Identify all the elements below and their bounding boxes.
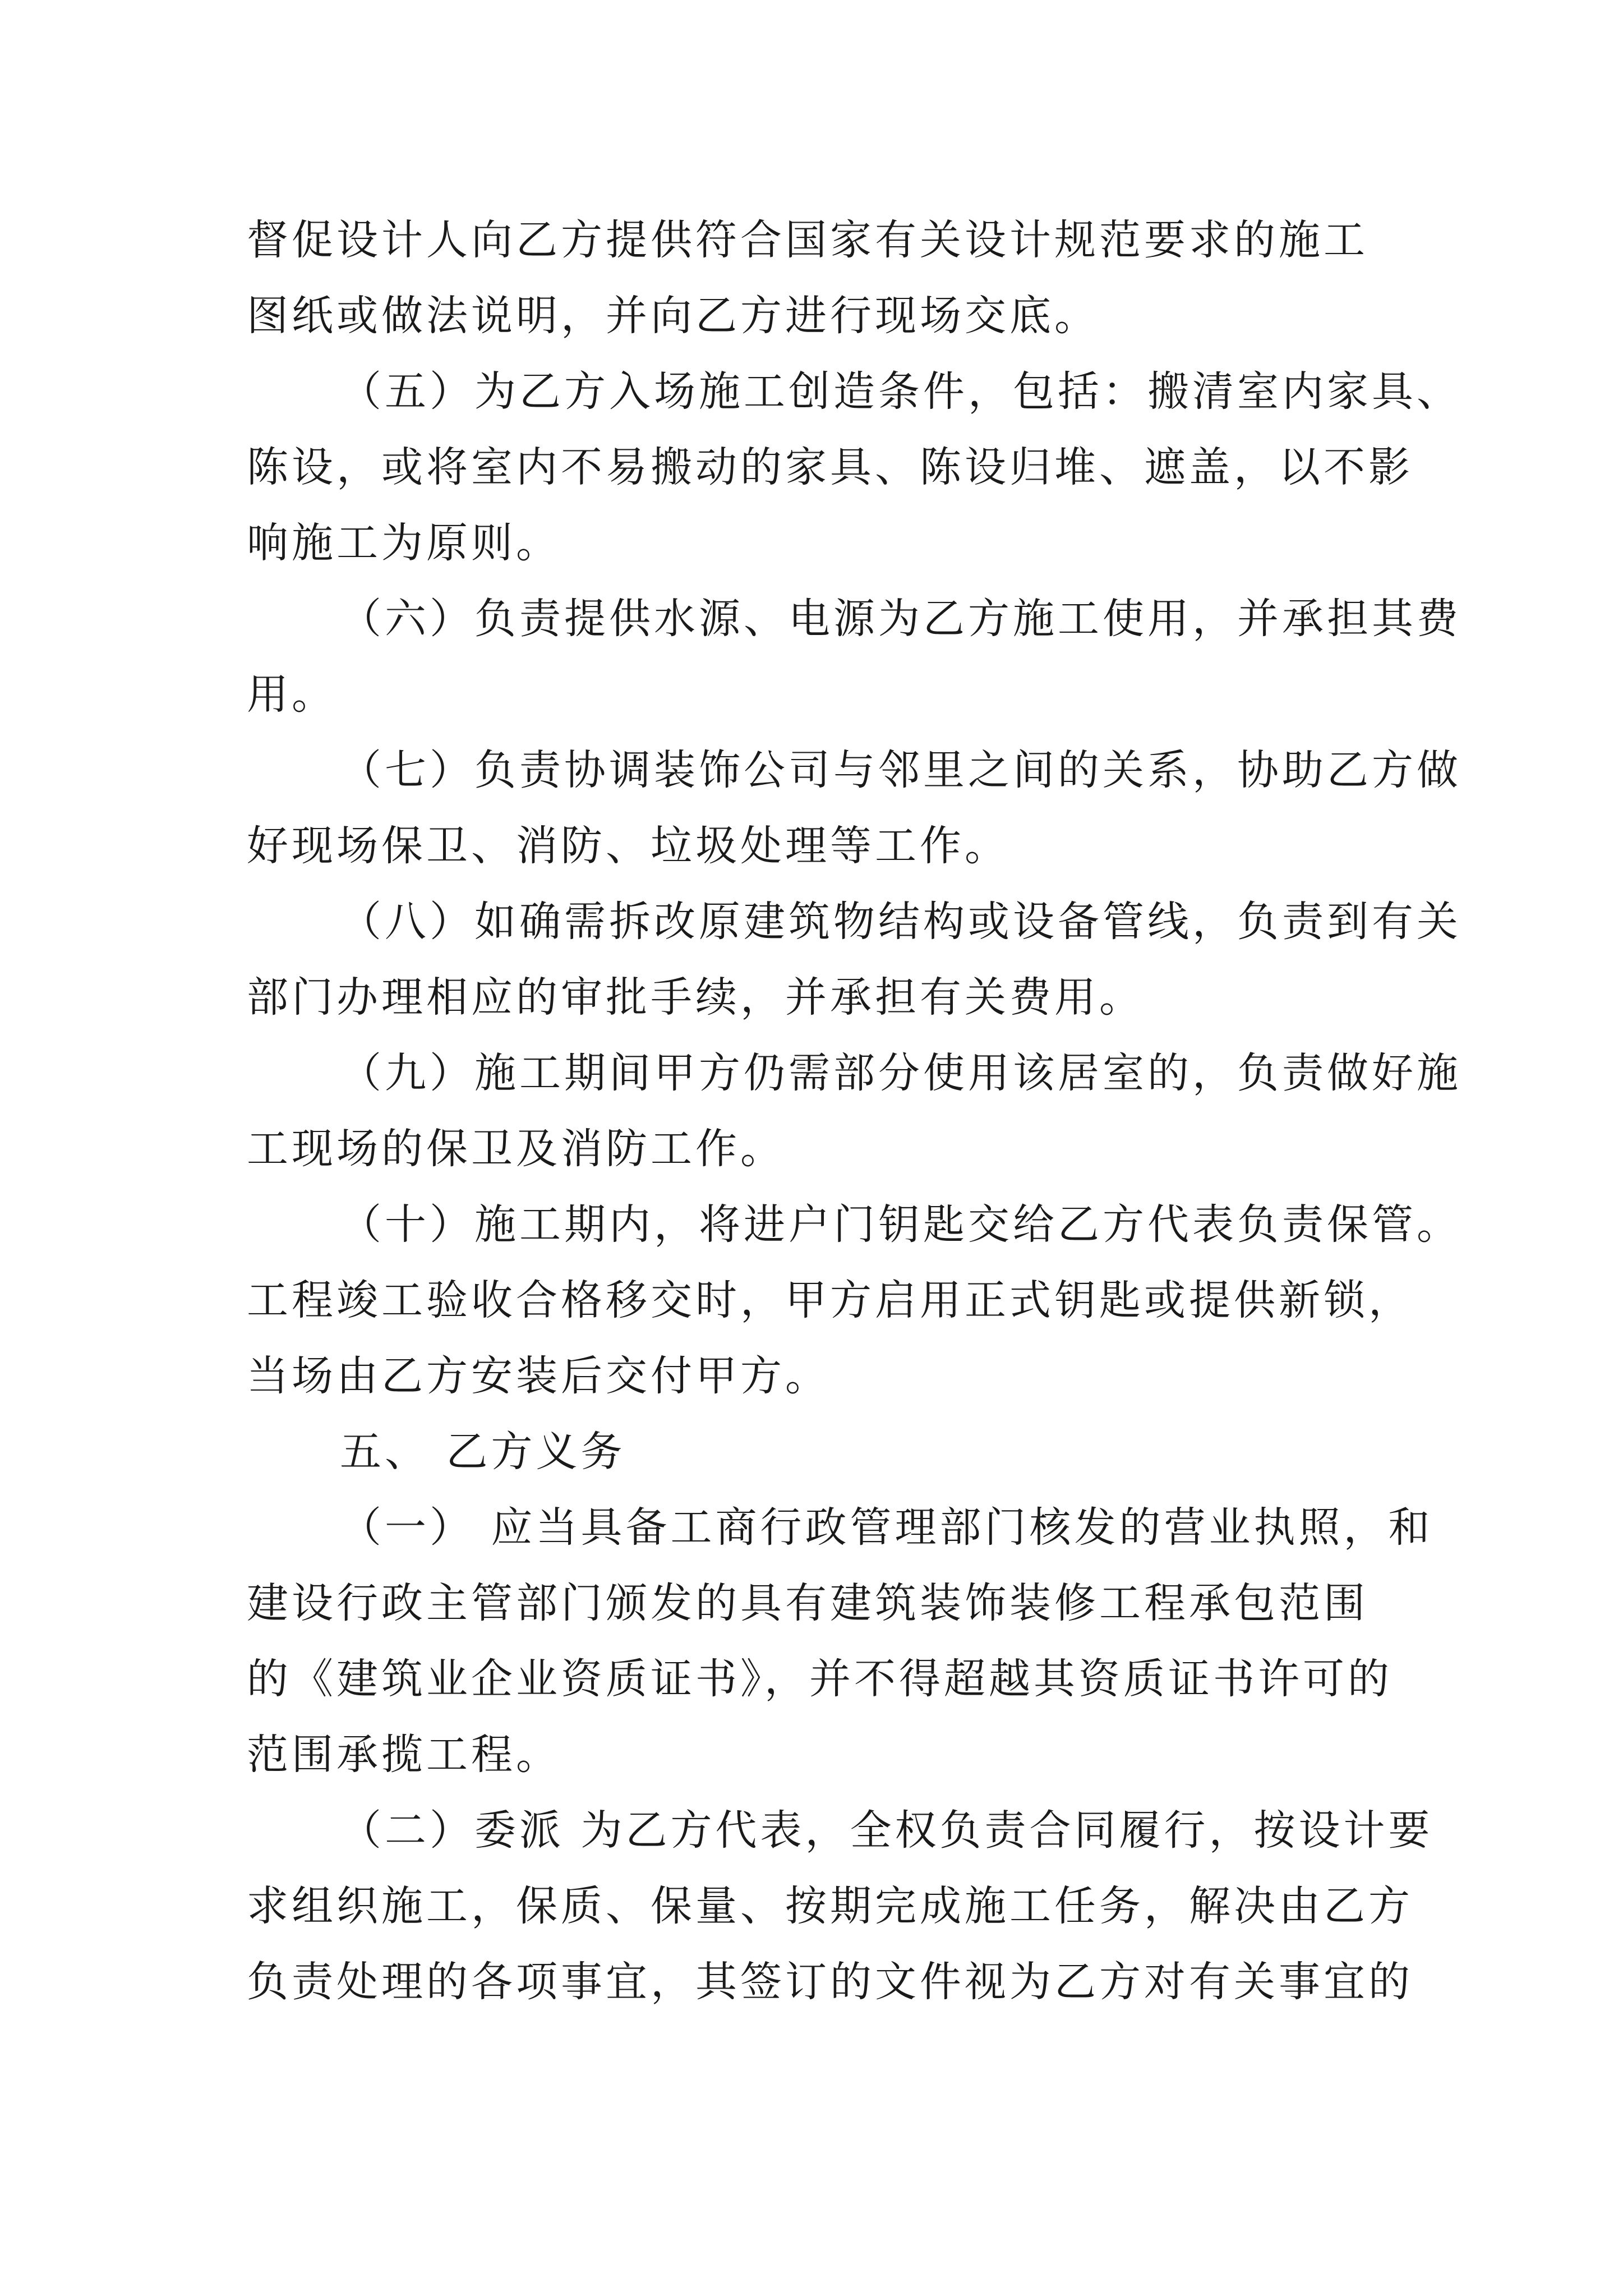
text-line: 响施工为原则。 bbox=[247, 519, 561, 567]
text-line: 陈设，或将室内不易搬动的家具、陈设归堆、遮盖，以不影 bbox=[247, 443, 1413, 491]
text-line: 负责处理的各项事宜，其签订的文件视为乙方对有关事宜的 bbox=[247, 1958, 1413, 2006]
text-line: 工现场的保卫及消防工作。 bbox=[247, 1125, 785, 1173]
clause-8-heading: （八）如确需拆改原建筑物结构或设备管线，负责到有关 bbox=[340, 898, 1461, 946]
text-line: 的《建筑业企业资质证书》，并不得超越其资质证书许可的 bbox=[247, 1655, 1393, 1703]
text-line: 图纸或做法说明，并向乙方进行现场交底。 bbox=[247, 292, 1099, 340]
clause-6-heading: （六）负责提供水源、电源为乙方施工使用，并承担其费 bbox=[340, 595, 1461, 643]
clause-7-heading: （七）负责协调装饰公司与邻里之间的关系，协助乙方做 bbox=[340, 746, 1461, 794]
clause-1-heading: （一） 应当具备工商行政管理部门核发的营业执照，和 bbox=[340, 1503, 1433, 1552]
text-line: 用。 bbox=[247, 670, 336, 719]
text-line: 部门办理相应的审批手续，并承担有关费用。 bbox=[247, 973, 1144, 1022]
clause-10-heading: （十）施工期内，将进户门钥匙交给乙方代表负责保管。 bbox=[340, 1200, 1461, 1249]
text-line: 求组织施工，保质、保量、按期完成施工任务，解决由乙方 bbox=[247, 1882, 1413, 1930]
text-line: 建设行政主管部门颁发的具有建筑装饰装修工程承包范围 bbox=[247, 1579, 1368, 1627]
text-line: 范围承揽工程。 bbox=[247, 1731, 561, 1779]
text-line: 当场由乙方安装后交付甲方。 bbox=[247, 1352, 830, 1400]
clause-9-heading: （九）施工期间甲方仍需部分使用该居室的，负责做好施 bbox=[340, 1049, 1461, 1097]
section-5-heading: 五、 乙方义务 bbox=[340, 1428, 626, 1476]
clause-2-heading: （二）委派 为乙方代表，全权负责合同履行，按设计要 bbox=[340, 1806, 1433, 1855]
text-line: 督促设计人向乙方提供符合国家有关设计规范要求的施工 bbox=[247, 216, 1368, 264]
clause-5-heading: （五）为乙方入场施工创造条件，包括：搬清室内家具、 bbox=[340, 367, 1461, 416]
text-line: 工程竣工验收合格移交时，甲方启用正式钥匙或提供新锁， bbox=[247, 1276, 1413, 1324]
text-line: 好现场保卫、消防、垃圾处理等工作。 bbox=[247, 822, 1009, 870]
